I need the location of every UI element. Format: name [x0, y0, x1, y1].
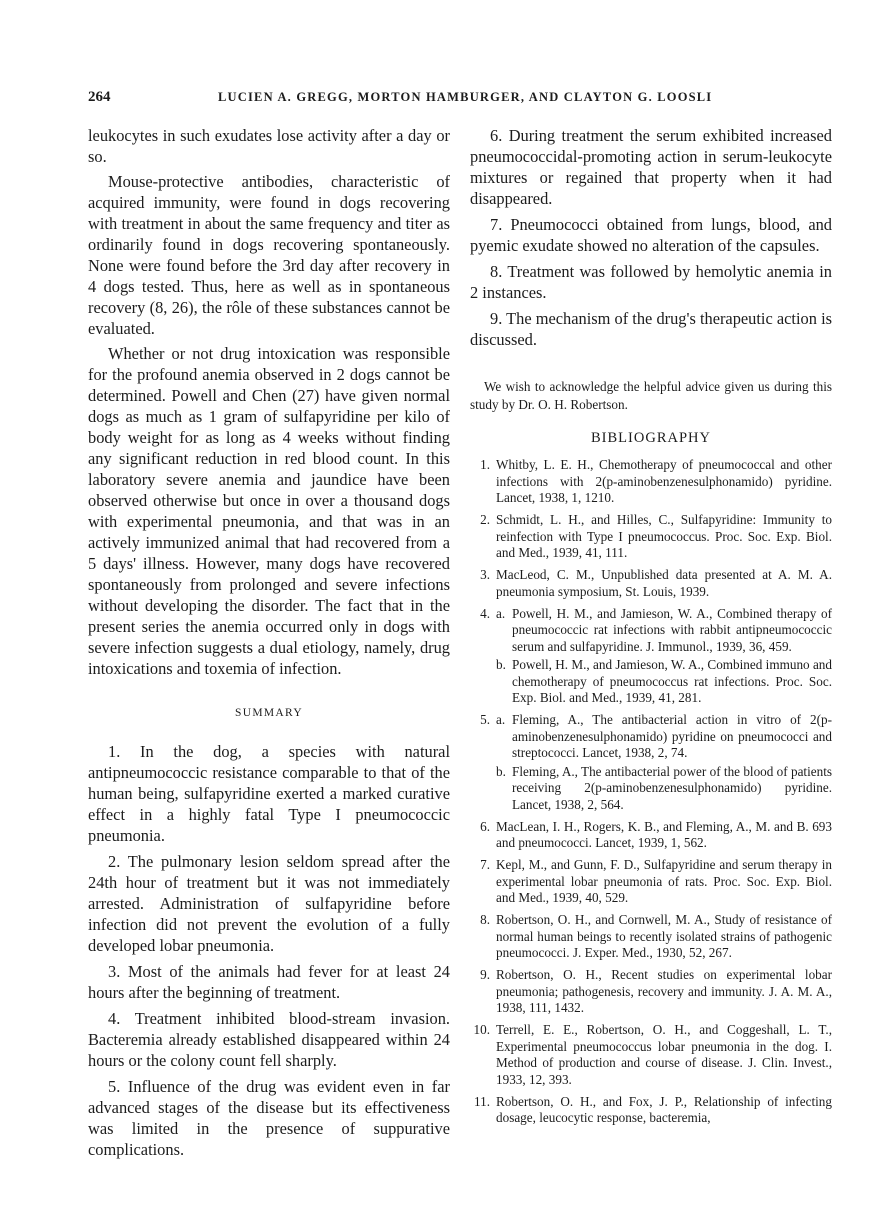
paragraph-continuation: leukocytes in such exudates lose activity after a day or so.: [88, 126, 450, 166]
reference-item: [470, 512, 832, 562]
right-column: [470, 125, 832, 1132]
summary-item-6: 6. During treatment the serum exhibited increased pneumococcidal-promoting action in serum-leukocyte mixtures or regained that property when it had disappeared.: [470, 126, 832, 208]
reference-list: [470, 457, 832, 1127]
reference-text: Schmidt, L. H., and Hilles, C., Sulfapyridine: Immunity to reinfection with Type I pneumococcus. Proc. Soc. Exp. Biol. and Med., 1939, 41, 111.: [496, 512, 832, 560]
reference-number: 5.: [480, 712, 490, 727]
reference-item: [470, 857, 832, 907]
acknowledgment: We wish to acknowledge the helpful advice given us during this study by Dr. O. H. Robertson.: [470, 379, 832, 412]
reference-item: [470, 567, 832, 600]
reference-text: Robertson, O. H., and Fox, J. P., Relationship of infecting dosage, leucocytic response, bacteremia,: [496, 1093, 832, 1125]
reference-subitem-text: Powell, H. M., and Jamieson, W. A., Combined immuno and chemotherapy of pneumococcus rat infections. Proc. Soc. Exp. Biol. and Med., 1939, 41, 281.: [512, 657, 832, 705]
summary-item-5: 5. Influence of the drug was evident even in far advanced stages of the disease but its effectiveness was limited in the presence of suppurative complications.: [88, 1077, 450, 1159]
reference-text: Robertson, O. H., Recent studies on experimental lobar pneumonia; pathogenesis, recovery and immunity. J. A. M. A., 1938, 111, 1432.: [496, 967, 832, 1015]
reference-text: Terrell, E. E., Robertson, O. H., and Coggeshall, L. T., Experimental pneumococcus lobar pneumonia in the dog. I. Method of production and course of disease. J. Clin. Invest., 1933, 12, 393.: [496, 1022, 832, 1087]
running-head-authors: LUCIEN A. GREGG, MORTON HAMBURGER, AND CLAYTON G. LOOSLI: [218, 90, 713, 104]
reference-text: MacLean, I. H., Rogers, K. B., and Fleming, A., M. and B. 693 and pneumococci. Lancet, 1939, 1, 562.: [496, 818, 832, 850]
reference-number: 4.: [480, 605, 490, 621]
reference-text: Robertson, O. H., and Cornwell, M. A., Study of resistance of normal human beings to recently isolated strains of pathogenic pneumococci. J. Exper. Med., 1930, 52, 267.: [496, 912, 832, 960]
reference-number: 10.: [473, 1022, 490, 1037]
reference-subitem-letter: b.: [496, 763, 506, 779]
reference-subitem-text: Powell, H. M., and Jamieson, W. A., Combined therapy of pneumococcic rat infections with rabbit antipneumococcic serum and sulfapyridine. J. Immunol., 1939, 36, 459.: [512, 605, 832, 654]
summary-item-8: 8. Treatment was followed by hemolytic anemia in 2 instances.: [470, 262, 832, 302]
reference-text: Whitby, L. E. H., Chemotherapy of pneumococcal and other infections with 2(p-aminobenzenesulphonamido) pyridine. Lancet, 1938, 1, 1210.: [496, 457, 832, 505]
page-number: 264: [88, 89, 111, 105]
reference-item: [470, 912, 832, 962]
reference-item: [470, 457, 832, 507]
paragraph-anemia: Whether or not drug intoxication was responsible for the profound anemia observed in 2 dogs cannot be determined. Powell and Chen (27) have given normal dogs as much as 1 gram of sulfapyridine per kilo of body weight for as long as 4 weeks without finding any significant reduction in red blood count. In this laboratory severe anemia and jaundice have been observed otherwise but once in over a thousand dogs with experimental pneumonia, and that was in an actively immunized animal that had recovered from a 5 days' illness. However, many dogs have recovered spontaneously from prolonged and severe infections without developing the disorder. The fact that in the present series the anemia occurred only in dogs with severe infection suggests a dual etiology, namely, drug intoxications and toxemia of infection.: [88, 344, 450, 678]
reference-subitem-text: Fleming, A., The antibacterial power of the blood of patients receiving 2(p-aminobenzenesulphonamido) pyridine. Lancet, 1938, 2, 564.: [512, 763, 832, 812]
bibliography-heading: BIBLIOGRAPHY: [591, 430, 711, 446]
reference-number: 11.: [474, 1093, 490, 1109]
reference-subitem-letter: a.: [496, 712, 506, 727]
reference-item: [470, 967, 832, 1017]
reference-item: [470, 606, 832, 707]
reference-number: 2.: [480, 512, 490, 527]
reference-number: 3.: [480, 567, 490, 582]
reference-text: MacLeod, C. M., Unpublished data presented at A. M. A. pneumonia symposium, St. Louis, 1939.: [496, 567, 832, 599]
reference-subitem: [496, 712, 832, 762]
reference-item: [470, 819, 832, 852]
reference-number: 7.: [480, 857, 490, 872]
reference-subitem: [496, 764, 832, 814]
reference-subitem-text: Fleming, A., The antibacterial action in vitro of 2(p-aminobenzenesulphonamido) pyridine on pneumococci and streptococci. Lancet, 1938, 2, 74.: [512, 712, 832, 760]
summary-item-2: 2. The pulmonary lesion seldom spread after the 24th hour of treatment but it was not immediately arrested. Administration of sulfapyridine before infection did not prevent the evolution of a fully developed lobar pneumonia.: [88, 852, 450, 955]
reference-number: 6.: [480, 818, 490, 834]
reference-subitem: [496, 657, 832, 707]
reference-item: [470, 712, 832, 813]
reference-number: 9.: [480, 967, 490, 982]
summary-item-7: 7. Pneumococci obtained from lungs, blood, and pyemic exudate showed no alteration of the capsules.: [470, 215, 832, 255]
reference-number: 8.: [480, 912, 490, 927]
summary-item-4: 4. Treatment inhibited blood-stream invasion. Bacteremia already established disappeared within 24 hours or the colony count fell sharply.: [88, 1009, 450, 1070]
left-column: [88, 125, 450, 1160]
reference-item: [470, 1094, 832, 1127]
reference-item: [470, 1022, 832, 1088]
reference-subitem-letter: b.: [496, 657, 506, 672]
paragraph-antibodies: Mouse-protective antibodies, characteristic of acquired immunity, were found in dogs recovering with treatment in about the same frequency and titer as ordinarily found in dogs recovering spontaneously. None were found before the 3rd day after recovery in 4 dogs tested. Thus, here as well as in spontaneous recovery (8, 26), the rôle of these substances cannot be evaluated.: [88, 172, 450, 338]
summary-item-9: 9. The mechanism of the drug's therapeutic action is discussed.: [470, 309, 832, 349]
reference-subitem: [496, 606, 832, 656]
page-header: [88, 89, 832, 109]
reference-number: 1.: [480, 457, 490, 472]
summary-item-1: 1. In the dog, a species with natural antipneumococcic resistance comparable to that of the human being, sulfapyridine exerted a marked curative effect in a highly fatal Type I pneumococcic pneumonia.: [88, 742, 450, 845]
reference-text: Kepl, M., and Gunn, F. D., Sulfapyridine and serum therapy in experimental lobar pneumonia of rats. Proc. Soc. Exp. Biol. and Med., 1939, 40, 529.: [496, 857, 832, 905]
summary-item-3: 3. Most of the animals had fever for at least 24 hours after the beginning of treatment.: [88, 962, 450, 1002]
summary-heading: SUMMARY: [235, 707, 303, 719]
reference-subitem-letter: a.: [496, 605, 506, 621]
